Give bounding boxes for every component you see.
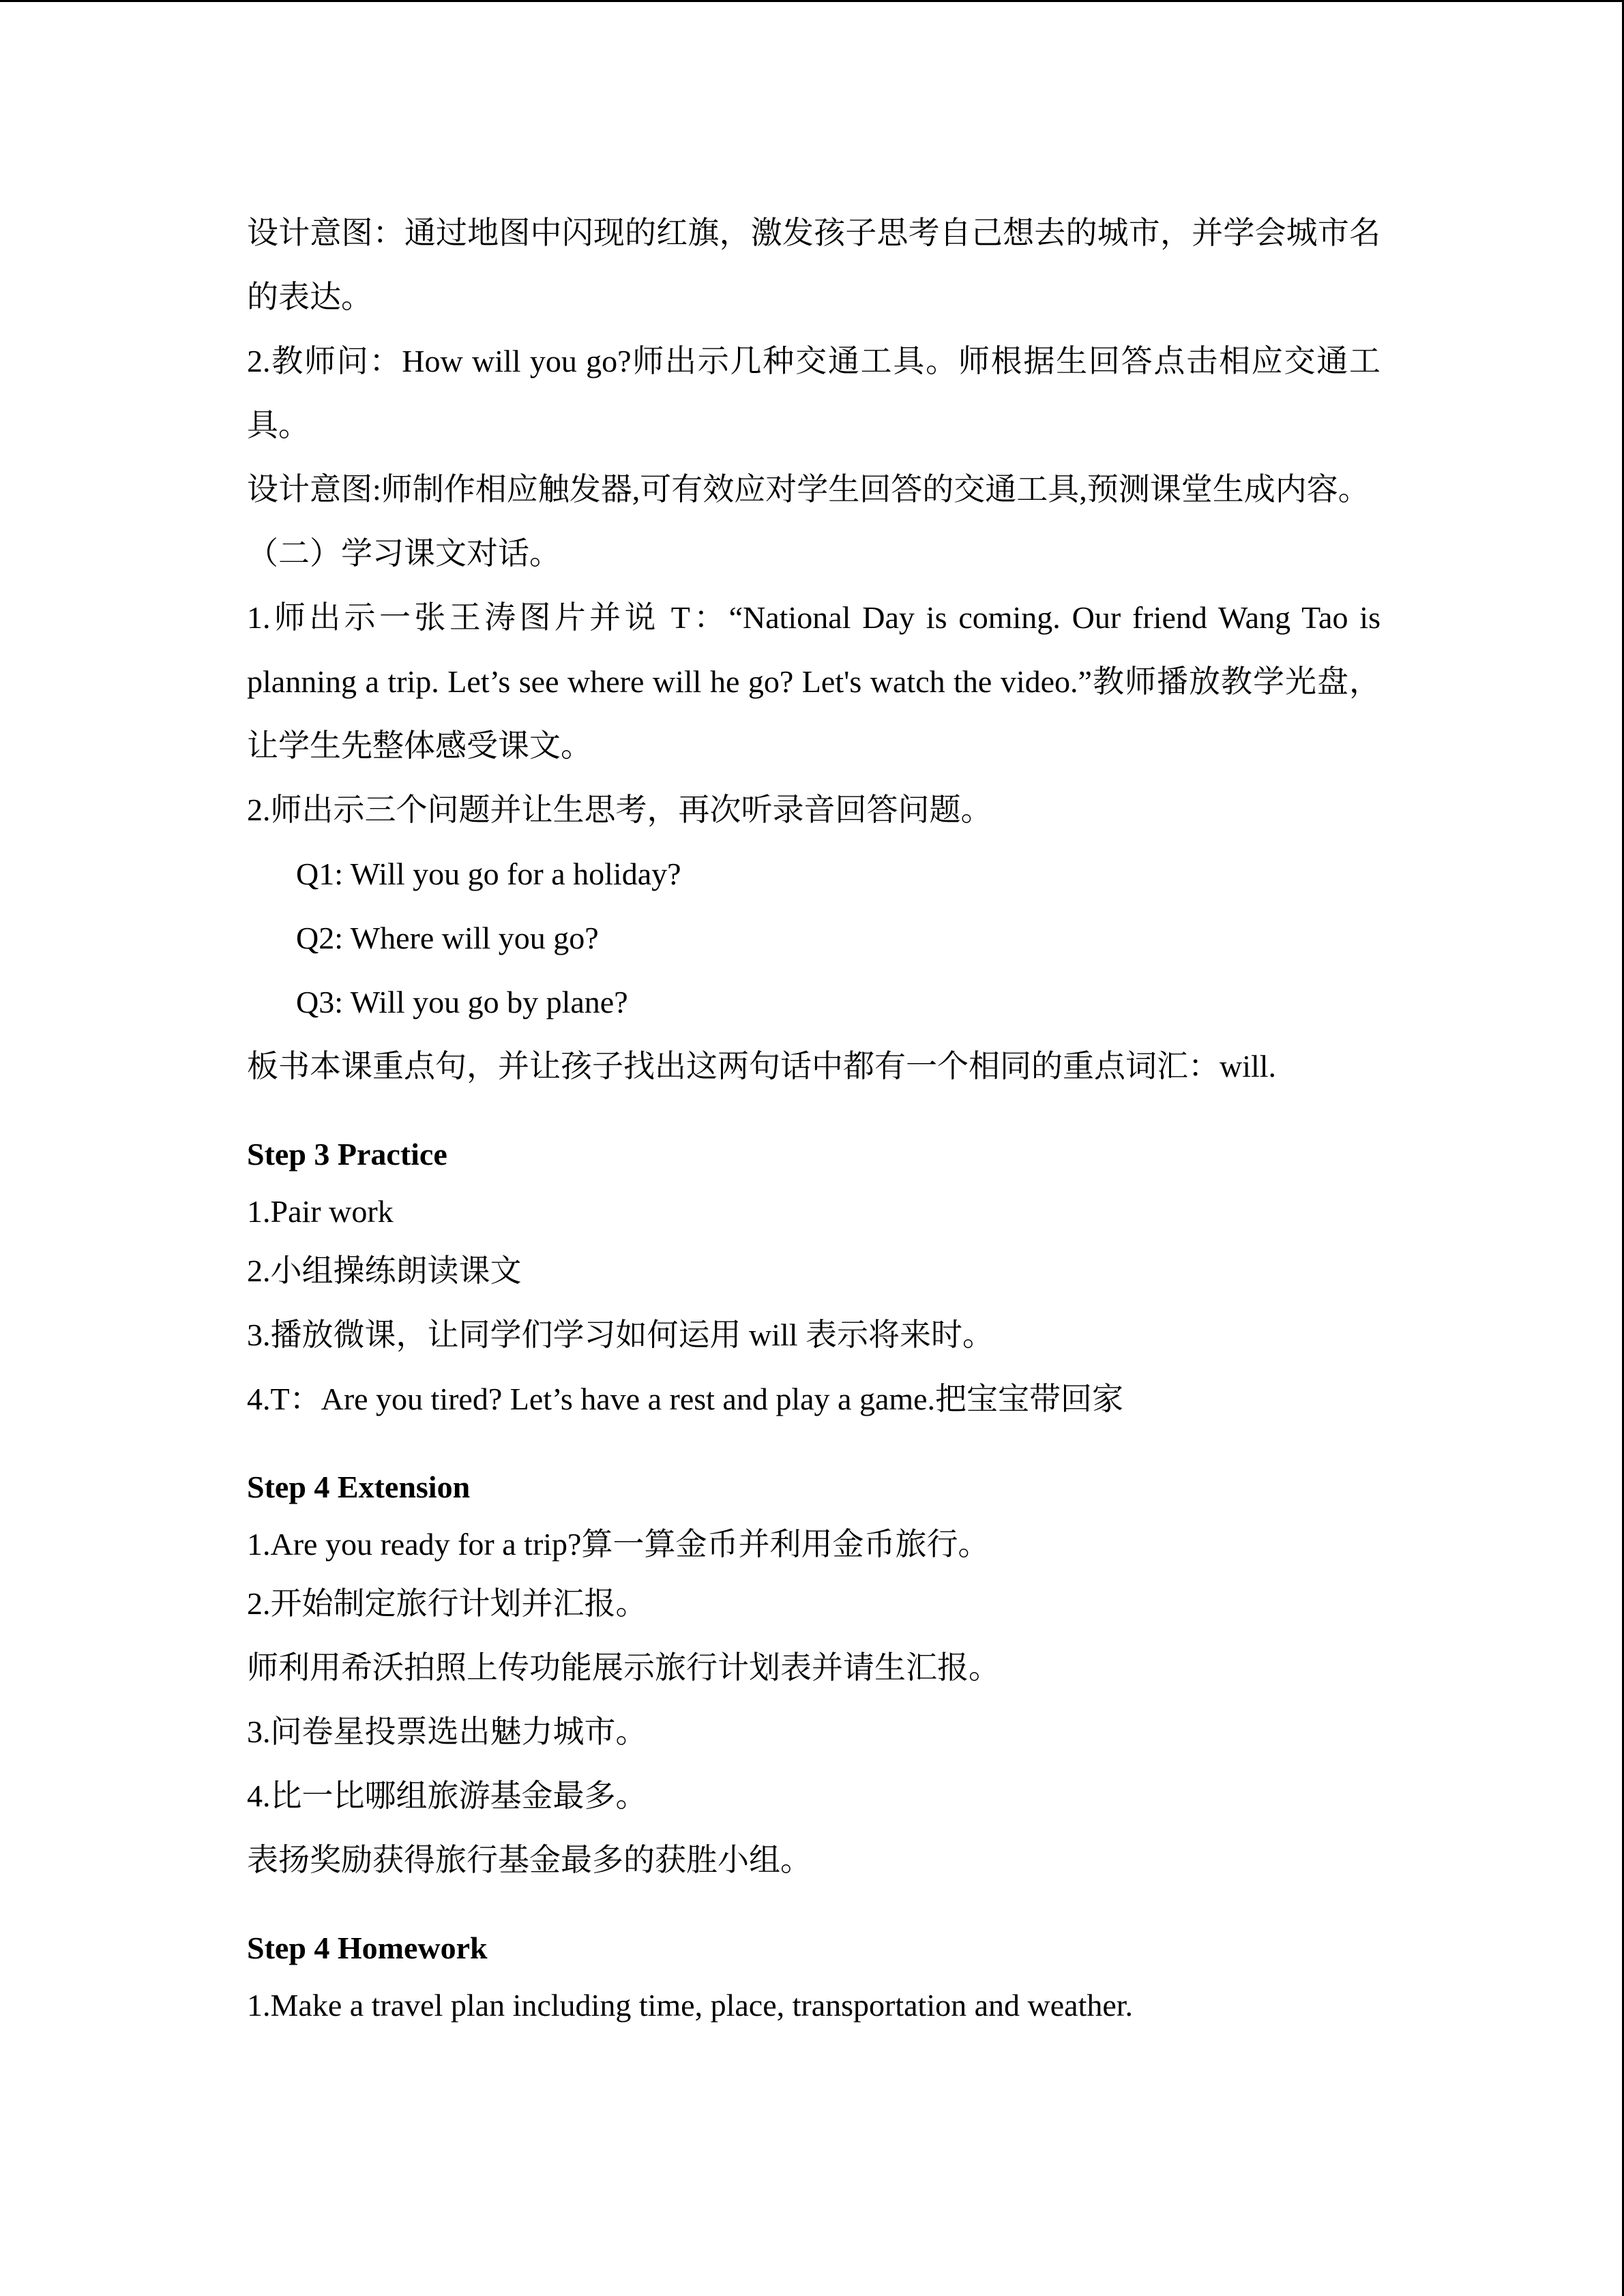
wang-tao-paragraph: 1.师出示一张王涛图片并说 T：“National Day is coming. Our friend Wang Tao is planning a trip. Let’s see where will he go? Let's watch the video.”教师播放教学光盘，让学生先整体感受课文。 — [247, 600, 1381, 763]
question-1: Q1: Will you go for a holiday? — [296, 856, 681, 891]
question-3: Q3: Will you go by plane? — [296, 985, 628, 1019]
section-heading-learn-dialogue: （二）学习课文对话。 — [247, 536, 561, 571]
document-body — [247, 201, 1381, 2033]
step4-item: 师利用希沃拍照上传功能展示旅行计划表并请生汇报。 — [247, 1650, 1000, 1685]
step4-item: 4.比一比哪组旅游基金最多。 — [247, 1778, 647, 1813]
step4-item: 表扬奖励获得旅行基金最多的获胜小组。 — [247, 1843, 812, 1877]
step3-item: 4.T：Are you tired? Let’s have a rest and play a game.把宝宝带回家 — [247, 1382, 1124, 1416]
step3-heading: Step 3 Practice — [247, 1137, 447, 1172]
homework-heading: Step 4 Homework — [247, 1930, 488, 1965]
step4-item: 1.Are you ready for a trip?算一算金币并利用金币旅行。 — [247, 1527, 990, 1562]
blackboard-paragraph: 板书本课重点句，并让孩子找出这两句话中都有一个相同的重点词汇：will. — [247, 1049, 1277, 1084]
step4-item: 2.开始制定旅行计划并汇报。 — [247, 1586, 647, 1621]
design-intent-paragraph-1: 设计意图：通过地图中闪现的红旗，激发孩子思考自己想去的城市，并学会城市名的表达。 — [247, 215, 1381, 314]
teacher-question-paragraph: 2.教师问：How will you go?师出示几种交通工具。师根据生回答点击相应交通工具。 — [247, 344, 1381, 443]
question-2: Q2: Where will you go? — [296, 921, 599, 955]
step3-item: 3.播放微课，让同学们学习如何运用 will 表示将来时。 — [247, 1317, 994, 1352]
design-intent-paragraph-2: 设计意图:师制作相应触发器,可有效应对学生回答的交通工具,预测课堂生成内容。 — [247, 472, 1370, 507]
step3-item: 1.Pair work — [247, 1194, 394, 1229]
homework-item: 1.Make a travel plan including time, place, transportation and weather. — [247, 1988, 1134, 2023]
step4-item: 3.问卷星投票选出魅力城市。 — [247, 1714, 647, 1749]
step4-extension-heading: Step 4 Extension — [247, 1470, 471, 1504]
step3-item: 2.小组操练朗读课文 — [247, 1253, 522, 1288]
three-questions-paragraph: 2.师出示三个问题并让生思考，再次听录音回答问题。 — [247, 792, 992, 827]
